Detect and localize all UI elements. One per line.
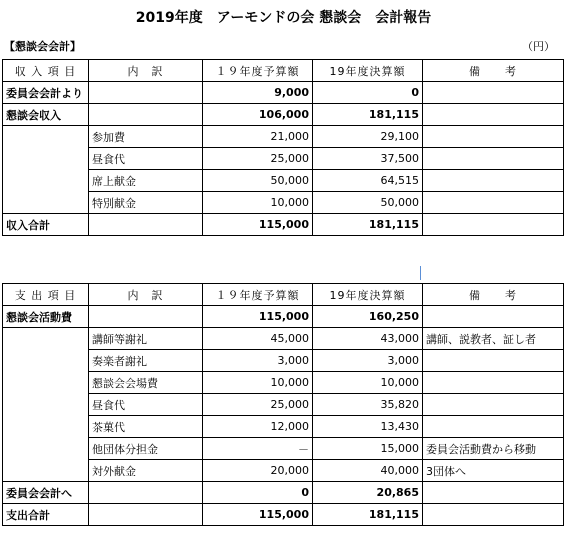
item-cell xyxy=(3,350,89,372)
header-remarks: 備 考 xyxy=(423,284,564,306)
actual-cell: 3,000 xyxy=(313,350,423,372)
actual-cell: 37,500 xyxy=(313,148,423,170)
item-cell xyxy=(3,416,89,438)
actual-cell: 0 xyxy=(313,82,423,104)
item-cell: 懇談会収入 xyxy=(3,104,89,126)
actual-cell: 64,515 xyxy=(313,170,423,192)
table-row xyxy=(3,170,564,192)
budget-cell: 106,000 xyxy=(203,104,313,126)
item-cell xyxy=(3,372,89,394)
detail-cell: 奏楽者謝礼 xyxy=(89,350,203,372)
actual-cell: 181,115 xyxy=(313,104,423,126)
detail-cell xyxy=(89,482,203,504)
remarks-cell xyxy=(423,192,564,214)
table-row xyxy=(3,460,564,482)
budget-cell: 21,000 xyxy=(203,126,313,148)
detail-cell: 昼食代 xyxy=(89,394,203,416)
budget-cell: 45,000 xyxy=(203,328,313,350)
report-title: 2019年度 アーモンドの会 懇談会 会計報告 xyxy=(135,10,432,26)
item-cell: 委員会会計より xyxy=(3,82,89,104)
section-label: 【懇談会会計】 xyxy=(4,40,81,53)
actual-cell: 13,430 xyxy=(313,416,423,438)
table-row xyxy=(3,192,564,214)
remarks-cell xyxy=(423,504,564,526)
remarks-cell xyxy=(423,148,564,170)
remarks-cell xyxy=(423,126,564,148)
table-row xyxy=(3,306,564,328)
detail-cell xyxy=(89,214,203,236)
actual-cell: 15,000 xyxy=(313,438,423,460)
budget-cell: 50,000 xyxy=(203,170,313,192)
item-cell xyxy=(3,328,89,350)
detail-cell xyxy=(89,504,203,526)
item-cell xyxy=(3,126,89,148)
detail-cell: 席上献金 xyxy=(89,170,203,192)
remarks-cell xyxy=(423,350,564,372)
remarks-cell xyxy=(423,214,564,236)
table-row xyxy=(3,482,564,504)
detail-cell: 講師等謝礼 xyxy=(89,328,203,350)
budget-cell: 115,000 xyxy=(203,306,313,328)
detail-cell xyxy=(89,82,203,104)
actual-cell: 43,000 xyxy=(313,328,423,350)
detail-cell: 他団体分担金 xyxy=(89,438,203,460)
actual-cell: 181,115 xyxy=(313,214,423,236)
remarks-cell xyxy=(423,170,564,192)
item-cell xyxy=(3,460,89,482)
detail-cell xyxy=(89,306,203,328)
table-row xyxy=(3,328,564,350)
item-cell: 収入合計 xyxy=(3,214,89,236)
item-cell: 懇談会活動費 xyxy=(3,306,89,328)
budget-cell: 115,000 xyxy=(203,214,313,236)
header-row xyxy=(3,284,564,306)
item-cell xyxy=(3,148,89,170)
remarks-cell xyxy=(423,394,564,416)
header-budget: １９年度予算額 xyxy=(203,60,313,82)
header-budget: １９年度予算額 xyxy=(203,284,313,306)
item-cell xyxy=(3,170,89,192)
expense-table-body xyxy=(3,284,564,526)
remarks-cell xyxy=(423,104,564,126)
budget-cell: 12,000 xyxy=(203,416,313,438)
remarks-cell: 講師、説教者、証し者 xyxy=(423,328,564,350)
actual-cell: 160,250 xyxy=(313,306,423,328)
item-cell xyxy=(3,192,89,214)
remarks-cell: 3団体へ xyxy=(423,460,564,482)
detail-cell: 参加費 xyxy=(89,126,203,148)
budget-cell: 115,000 xyxy=(203,504,313,526)
table-row xyxy=(3,394,564,416)
budget-cell: 10,000 xyxy=(203,372,313,394)
actual-cell: 50,000 xyxy=(313,192,423,214)
header-item: 支 出 項 目 xyxy=(3,284,89,306)
header-row xyxy=(3,60,564,82)
budget-cell: 25,000 xyxy=(203,148,313,170)
income-table-body xyxy=(3,60,564,236)
detail-cell: 特別献金 xyxy=(89,192,203,214)
unit-label: （円） xyxy=(522,40,555,53)
item-cell xyxy=(3,394,89,416)
budget-cell: 3,000 xyxy=(203,350,313,372)
budget-cell: 9,000 xyxy=(203,82,313,104)
remarks-cell xyxy=(423,82,564,104)
table-row xyxy=(3,82,564,104)
detail-cell: 茶菓代 xyxy=(89,416,203,438)
budget-cell: 10,000 xyxy=(203,192,313,214)
actual-cell: 181,115 xyxy=(313,504,423,526)
table-row xyxy=(3,148,564,170)
actual-cell: 29,100 xyxy=(313,126,423,148)
item-cell: 委員会会計へ xyxy=(3,482,89,504)
actual-cell: 20,865 xyxy=(313,482,423,504)
expense-table xyxy=(2,283,564,526)
actual-cell: 40,000 xyxy=(313,460,423,482)
cell-divider-line xyxy=(420,266,421,280)
remarks-cell xyxy=(423,372,564,394)
header-item: 収 入 項 目 xyxy=(3,60,89,82)
remarks-cell xyxy=(423,416,564,438)
budget-cell: － xyxy=(203,438,313,460)
remarks-cell xyxy=(423,482,564,504)
budget-cell: 0 xyxy=(203,482,313,504)
detail-cell: 対外献金 xyxy=(89,460,203,482)
income-table xyxy=(2,59,564,236)
remarks-cell xyxy=(423,306,564,328)
detail-cell: 昼食代 xyxy=(89,148,203,170)
table-row xyxy=(3,372,564,394)
table-row xyxy=(3,104,564,126)
header-detail: 内 訳 xyxy=(89,60,203,82)
actual-cell: 10,000 xyxy=(313,372,423,394)
item-cell: 支出合計 xyxy=(3,504,89,526)
actual-cell: 35,820 xyxy=(313,394,423,416)
detail-cell: 懇談会会場費 xyxy=(89,372,203,394)
remarks-cell: 委員会活動費から移動 xyxy=(423,438,564,460)
header-actual: 19年度決算額 xyxy=(313,284,423,306)
table-row xyxy=(3,214,564,236)
header-detail: 内 訳 xyxy=(89,284,203,306)
table-row xyxy=(3,438,564,460)
table-row xyxy=(3,416,564,438)
header-remarks: 備 考 xyxy=(423,60,564,82)
item-cell xyxy=(3,438,89,460)
table-row xyxy=(3,350,564,372)
table-row xyxy=(3,126,564,148)
table-row xyxy=(3,504,564,526)
detail-cell xyxy=(89,104,203,126)
budget-cell: 25,000 xyxy=(203,394,313,416)
budget-cell: 20,000 xyxy=(203,460,313,482)
header-actual: 19年度決算額 xyxy=(313,60,423,82)
